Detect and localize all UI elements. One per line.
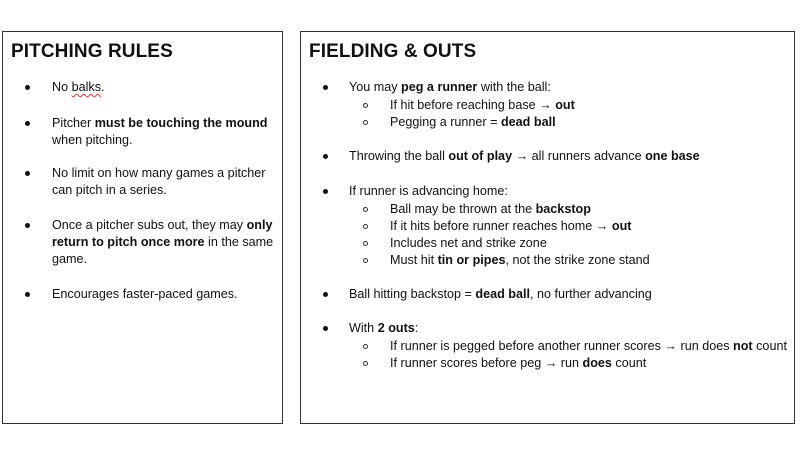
fielding-rule-item <box>349 286 652 303</box>
text-run: out <box>611 218 632 233</box>
text-run: If it hits before runner reaches home → <box>390 218 612 233</box>
sub-bullet-icon <box>363 207 368 212</box>
fielding-rule-item <box>349 148 700 165</box>
text-run: Includes net and strike zone <box>390 235 547 250</box>
text-run: 2 outs <box>377 321 415 335</box>
fielding-sub-item <box>390 201 591 218</box>
text-run: . <box>101 80 105 94</box>
text-run: tin or pipes <box>437 252 506 267</box>
sub-bullet-icon <box>363 120 368 125</box>
fielding-sub-item <box>390 218 632 235</box>
text-run: out <box>555 97 575 112</box>
sub-bullet-icon <box>363 344 368 349</box>
fielding-sub-item <box>390 114 556 131</box>
bullet-icon <box>25 85 30 90</box>
text-run: You may <box>349 80 402 94</box>
text-run: dead ball <box>500 114 556 129</box>
text-run: out of play <box>448 149 513 163</box>
pitching-rule-item <box>52 286 274 303</box>
text-run: when pitching. <box>52 133 133 147</box>
text-run: No limit on how many games a pitcher can pitch in a series. <box>52 166 266 197</box>
text-run: balks <box>71 80 102 94</box>
text-run: No <box>52 80 72 94</box>
sub-bullet-icon <box>363 258 368 263</box>
text-run: : <box>414 321 419 335</box>
text-run: does <box>582 355 612 370</box>
text-run: in the same game. <box>52 235 274 266</box>
text-run: Throwing the ball <box>349 149 449 163</box>
text-run: count <box>752 338 787 353</box>
text-run: If runner scores before peg → run <box>390 355 583 370</box>
fielding-rule-item <box>349 79 551 96</box>
text-run: If runner is advancing home: <box>349 184 508 198</box>
sub-bullet-icon <box>363 224 368 229</box>
text-run: Ball hitting backstop = <box>349 287 476 301</box>
pitching-rule-item <box>52 79 274 96</box>
bullet-icon <box>25 171 30 176</box>
bullet-icon <box>25 121 30 126</box>
bullet-icon <box>323 292 328 297</box>
fielding-sub-item <box>390 355 646 372</box>
text-run: only return to pitch once more <box>52 218 273 249</box>
fielding-rule-item <box>349 183 508 200</box>
bullet-icon <box>25 292 30 297</box>
text-run: Once a pitcher subs out, they may <box>52 218 247 232</box>
text-run: not <box>733 338 753 353</box>
bullet-icon <box>323 85 328 90</box>
fielding-sub-item <box>390 235 547 252</box>
text-run: Encourages faster-paced games. <box>52 287 238 301</box>
bullet-icon <box>25 223 30 228</box>
text-run: Pegging a runner = <box>390 114 501 129</box>
bullet-icon <box>323 326 328 331</box>
text-run: with the ball: <box>477 80 551 94</box>
fielding-rule-item <box>349 320 418 337</box>
text-run: count <box>611 355 647 370</box>
text-run: one base <box>645 149 700 163</box>
fielding-sub-item <box>390 338 787 355</box>
text-run: dead ball <box>475 287 530 301</box>
text-run: Pitcher <box>52 116 95 130</box>
text-run: , not the strike zone stand <box>505 252 650 267</box>
text-run: With <box>349 321 378 335</box>
text-run: Must hit <box>390 252 438 267</box>
pitching-rule-item <box>52 217 274 268</box>
sub-bullet-icon <box>363 241 368 246</box>
text-run: peg a runner <box>401 80 478 94</box>
text-run: If hit before reaching base → <box>390 97 556 112</box>
sub-bullet-icon <box>363 103 368 108</box>
text-run: Ball may be thrown at the <box>390 201 536 216</box>
pitching-rule-item <box>52 115 274 149</box>
bullet-icon <box>323 154 328 159</box>
sub-bullet-icon <box>363 361 368 366</box>
text-run: , no further advancing <box>529 287 652 301</box>
text-run: must be touching the mound <box>94 116 268 130</box>
pitching-rules-panel <box>2 31 283 424</box>
text-run: backstop <box>535 201 591 216</box>
pitching-rule-item <box>52 165 274 199</box>
fielding-sub-item <box>390 252 650 269</box>
fielding-sub-item <box>390 97 575 114</box>
fielding-outs-title: FIELDING & OUTS <box>309 41 477 62</box>
text-run: If runner is pegged before another runner scores → run does <box>390 338 734 353</box>
fielding-outs-panel <box>300 31 795 424</box>
text-run: → all runners advance <box>512 149 646 163</box>
bullet-icon <box>323 189 328 194</box>
pitching-rules-title: PITCHING RULES <box>11 41 173 62</box>
